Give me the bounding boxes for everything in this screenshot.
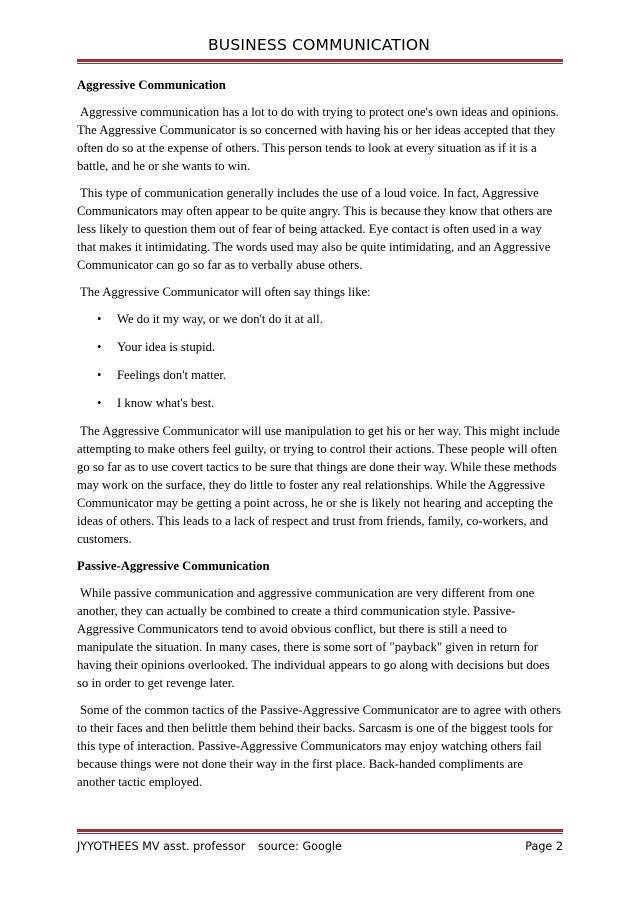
bullet-icon: •: [97, 340, 102, 354]
bullet-list: [77, 310, 563, 412]
list-item: [77, 366, 563, 384]
page-number: Page 2: [525, 840, 563, 853]
list-item-text: We do it my way, or we don't do it at all.: [117, 312, 323, 326]
list-item-text: Your idea is stupid.: [117, 340, 216, 354]
bullet-icon: •: [97, 368, 102, 382]
section-heading-aggressive: Aggressive Communication: [77, 78, 226, 92]
paragraph: The Aggressive Communicator will often say things like:: [80, 285, 371, 299]
bullet-icon: •: [97, 396, 102, 410]
paragraph: This type of communication generally includes the use of a loud voice. In fact, Aggressive Communicators may often appear to be quite angry. This is because they know that others are less likely to question them out of fear of being attacked. Eye contact is often used in a way that makes it intimidating. The words used may also be quite intimidating, and an Aggressive Communicator can go so far as to verbally abuse others.: [77, 186, 553, 272]
paragraph: Some of the common tactics of the Passive-Aggressive Communicator are to agree with others to their faces and then belittle them behind their backs. Sarcasm is one of the biggest tools for this type of interaction. Passive-Aggressive Communicators may enjoy watching others fail because things were not done their way in the first place. Back-handed compliments are another tactic employed.: [77, 703, 561, 789]
footer-source: source: Google: [258, 840, 342, 853]
list-item: [77, 338, 563, 356]
paragraph: Aggressive communication has a lot to do with trying to protect one's own ideas and opinions. The Aggressive Communicator is so concerned with having his or her ideas accepted that they often do so at the expense of others. This person tends to look at every situation as if it is a battle, and he or she wants to win.: [77, 105, 559, 173]
list-item-text: I know what's best.: [117, 396, 215, 410]
footer-rule: [77, 829, 563, 834]
list-item: [77, 310, 563, 328]
list-item-text: Feelings don't matter.: [117, 368, 227, 382]
bullet-icon: •: [97, 312, 102, 326]
document-body: [77, 76, 563, 800]
section-heading-passive-aggressive: Passive-Aggressive Communication: [77, 559, 270, 573]
footer-author: JYYOTHEES MV asst. professor: [77, 840, 246, 853]
page-header-title: BUSINESS COMMUNICATION: [207, 36, 431, 54]
header-rule: [77, 59, 563, 64]
paragraph: The Aggressive Communicator will use manipulation to get his or her way. This might include attempting to make others feel guilty, or trying to control their actions. These people will often go so far as to use covert tactics to be sure that things are done their way. While these methods may work on the surface, they do little to foster any real relationships. While the Aggressive Communicator may be getting a point across, he or she is likely not hearing and accepting the ideas of others. This leads to a lack of respect and trust from friends, family, co-workers, and customers.: [77, 424, 560, 546]
paragraph: While passive communication and aggressive communication are very different from one another, they can actually be combined to create a third communication style. Passive-Aggressive Communicators tend to avoid obvious conflict, but there is still a need to manipulate the situation. In many cases, there is some sort of "payback" given in return for having their opinions overlooked. The individual appears to go along with decisions but does so in order to get revenge later.: [77, 586, 550, 690]
list-item: [77, 394, 563, 412]
